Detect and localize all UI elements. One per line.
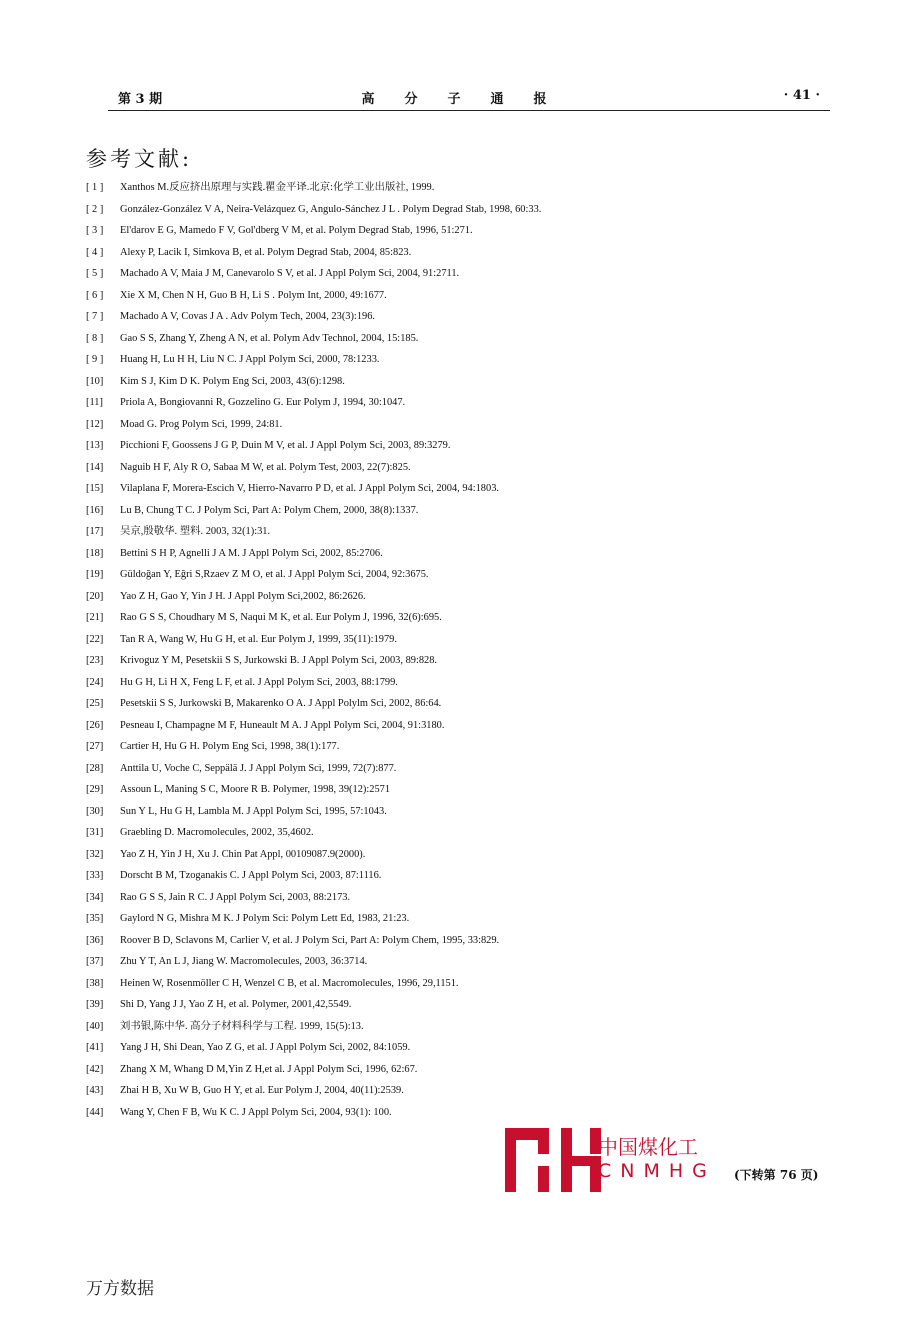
issue-number: 第 3 期	[118, 92, 163, 107]
reference-number: [ 8 ]	[86, 332, 104, 344]
reference-number: [ 9 ]	[86, 354, 104, 365]
reference-text: Roover B D, Sclavons M, Carlier V, et al. J Polym Sci, Part A: Polym Chem, 1995, 33:829.	[120, 934, 500, 946]
reference-item	[86, 1020, 826, 1042]
reference-text: Machado A V, Maia J M, Canevarolo S V, et al. J Appl Polym Sci, 2004, 91:2711.	[120, 268, 460, 279]
reference-item	[86, 783, 826, 805]
reference-item	[86, 1041, 826, 1063]
reference-text: Pesetskii S S, Jurkowski B, Makarenko O A. J Appl Polylm Sci, 2002, 86:64.	[120, 698, 442, 709]
reference-item	[86, 224, 826, 246]
reference-text: Naguib H F, Aly R O, Sabaa M W, et al. Polym Test, 2003, 22(7):825.	[120, 461, 411, 473]
reference-text: Yang J H, Shi Dean, Yao Z G, et al. J Appl Polym Sci, 2002, 84:1059.	[120, 1042, 411, 1053]
reference-item	[86, 590, 826, 612]
reference-list	[86, 181, 826, 1127]
reference-item	[86, 525, 826, 547]
reference-item	[86, 826, 826, 848]
reference-number: [28]	[86, 762, 104, 774]
reference-item	[86, 869, 826, 891]
reference-item	[86, 310, 826, 332]
reference-item	[86, 289, 826, 311]
reference-text: Moad G. Prog Polym Sci, 1999, 24:81.	[120, 418, 283, 430]
reference-number: [26]	[86, 719, 104, 731]
reference-number: [10]	[86, 375, 104, 387]
reference-number: [22]	[86, 633, 104, 645]
reference-number: [30]	[86, 805, 104, 817]
reference-text: Xie X M, Chen N H, Guo B H, Li S . Polym Int, 2000, 49:1677.	[120, 289, 387, 301]
watermark-text: 万方数据	[86, 1279, 154, 1299]
reference-text: Bettini S H P, Agnelli J A M. J Appl Polym Sci, 2002, 85:2706.	[120, 547, 383, 559]
reference-item	[86, 848, 826, 870]
reference-number: [ 7 ]	[86, 311, 104, 322]
reference-item	[86, 246, 826, 268]
reference-text: Cartier H, Hu G H. Polym Eng Sci, 1998, 38(1):177.	[120, 741, 340, 752]
reference-text: 刘书银,陈中华. 高分子材料科学与工程. 1999, 15(5):13.	[120, 1020, 364, 1032]
reference-number: [21]	[86, 612, 104, 623]
reference-text: Dorscht B M, Tzoganakis C. J Appl Polym Sci, 2003, 87:1116.	[120, 870, 382, 881]
reference-number: [25]	[86, 698, 104, 709]
reference-item	[86, 654, 826, 676]
reference-text: Sun Y L, Hu G H, Lambla M. J Appl Polym Sci, 1995, 57:1043.	[120, 805, 387, 817]
reference-number: [32]	[86, 848, 104, 860]
reference-item	[86, 697, 826, 719]
reference-item	[86, 439, 826, 461]
reference-text: Shi D, Yang J J, Yao Z H, et al. Polymer, 2001,42,5549.	[120, 999, 352, 1010]
reference-number: [ 3 ]	[86, 225, 104, 236]
reference-text: Pesneau I, Champagne M F, Huneault M A. J Appl Polym Sci, 2004, 91:3180.	[120, 719, 445, 731]
reference-number: [11]	[86, 397, 103, 408]
reference-text: Xanthos M.反应挤出原理与实践.瞿金平译.北京:化学工业出版社, 1999.	[120, 182, 435, 193]
reference-text: Zhang X M, Whang D M,Yin Z H,et al. J Appl Polym Sci, 1996, 62:67.	[120, 1063, 418, 1075]
reference-text: Vilaplana F, Morera-Escich V, Hierro-Navarro P D, et al. J Appl Polym Sci, 2004, 94:1803.	[120, 483, 499, 494]
reference-item	[86, 611, 826, 633]
reference-text: Zhu Y T, An L J, Jiang W. Macromolecules, 2003, 36:3714.	[120, 956, 368, 967]
running-header	[108, 86, 830, 108]
reference-text: González-González V A, Neira-Velázquez G, Angulo-Sánchez J L . Polym Degrad Stab, 1998, 60:33.	[120, 203, 542, 215]
reference-number: [33]	[86, 870, 104, 881]
reference-text: Priola A, Bongiovanni R, Gozzelino G. Eur Polym J, 1994, 30:1047.	[120, 397, 406, 408]
reference-text: Alexy P, Lacik I, Simkova B, et al. Polym Degrad Stab, 2004, 85:823.	[120, 246, 412, 258]
reference-text: Güldoğan Y, Eğri S,Rzaev Z M O, et al. J Appl Polym Sci, 2004, 92:3675.	[120, 569, 429, 580]
reference-text: Picchioni F, Goossens J G P, Duin M V, et al. J Appl Polym Sci, 2003, 89:3279.	[120, 440, 451, 451]
reference-number: [29]	[86, 784, 104, 795]
reference-number: [39]	[86, 999, 104, 1010]
reference-number: [20]	[86, 590, 104, 602]
reference-item	[86, 955, 826, 977]
reference-item	[86, 461, 826, 483]
reference-item	[86, 482, 826, 504]
reference-text: Gao S S, Zhang Y, Zheng A N, et al. Polym Adv Technol, 2004, 15:185.	[120, 332, 419, 344]
reference-item	[86, 633, 826, 655]
reference-item	[86, 740, 826, 762]
reference-number: [12]	[86, 418, 104, 430]
reference-number: [41]	[86, 1042, 104, 1053]
reference-text: Graebling D. Macromolecules, 2002, 35,4602.	[120, 827, 314, 838]
reference-number: [31]	[86, 827, 104, 838]
reference-number: [16]	[86, 504, 104, 516]
reference-item	[86, 912, 826, 934]
reference-item	[86, 719, 826, 741]
logo-english-text: CNMHG	[598, 1160, 716, 1182]
reference-item	[86, 181, 826, 203]
reference-item	[86, 353, 826, 375]
reference-number: [14]	[86, 461, 104, 473]
reference-number: [17]	[86, 526, 104, 537]
reference-number: [15]	[86, 483, 104, 494]
reference-number: [23]	[86, 655, 104, 666]
journal-name: 高分子通报	[361, 92, 577, 107]
reference-number: [27]	[86, 741, 104, 752]
reference-text: Hu G H, Li H X, Feng L F, et al. J Appl Polym Sci, 2003, 88:1799.	[120, 676, 398, 688]
reference-number: [35]	[86, 913, 104, 924]
reference-item	[86, 977, 826, 999]
reference-text: Zhai H B, Xu W B, Guo H Y, et al. Eur Polym J, 2004, 40(11):2539.	[120, 1085, 404, 1096]
reference-text: 吴京,殷敬华. 塑料. 2003, 32(1):31.	[120, 526, 271, 537]
reference-number: [42]	[86, 1063, 104, 1075]
reference-text: Rao G S S, Choudhary M S, Naqui M K, et al. Eur Polym J, 1996, 32(6):695.	[120, 612, 442, 623]
reference-number: [13]	[86, 440, 104, 451]
reference-item	[86, 203, 826, 225]
reference-text: Gaylord N G, Mishra M K. J Polym Sci: Polym Lett Ed, 1983, 21:23.	[120, 913, 410, 924]
header-rule	[108, 110, 830, 111]
reference-item	[86, 1084, 826, 1106]
reference-number: [ 4 ]	[86, 246, 104, 258]
reference-number: [19]	[86, 569, 104, 580]
reference-item	[86, 805, 826, 827]
reference-item	[86, 934, 826, 956]
reference-item	[86, 547, 826, 569]
reference-item	[86, 998, 826, 1020]
reference-number: [18]	[86, 547, 104, 559]
reference-item	[86, 891, 826, 913]
reference-number: [43]	[86, 1085, 104, 1096]
reference-text: Krivoguz Y M, Pesetskii S S, Jurkowski B. J Appl Polym Sci, 2003, 89:828.	[120, 655, 438, 666]
reference-item	[86, 332, 826, 354]
logo-chinese-text: 中国煤化工	[598, 1135, 698, 1159]
reference-text: El'darov E G, Mamedo F V, Gol'dberg V M, et al. Polym Degrad Stab, 1996, 51:271.	[120, 225, 473, 236]
reference-text: Lu B, Chung T C. J Polym Sci, Part A: Polym Chem, 2000, 38(8):1337.	[120, 504, 419, 516]
continued-note: (下转第 76 页)	[734, 1168, 819, 1182]
reference-text: Heinen W, Rosenmöller C H, Wenzel C B, et al. Macromolecules, 1996, 29,1151.	[120, 977, 459, 989]
reference-number: [44]	[86, 1106, 104, 1118]
reference-item	[86, 1063, 826, 1085]
page-number: · 41 ·	[783, 88, 820, 103]
reference-item	[86, 267, 826, 289]
reference-number: [38]	[86, 977, 104, 989]
reference-text: Yao Z H, Gao Y, Yin J H. J Appl Polym Sci,2002, 86:2626.	[120, 590, 366, 602]
reference-item	[86, 418, 826, 440]
reference-text: Tan R A, Wang W, Hu G H, et al. Eur Polym J, 1999, 35(11):1979.	[120, 633, 397, 645]
reference-number: [ 2 ]	[86, 203, 104, 215]
reference-item	[86, 762, 826, 784]
reference-item	[86, 676, 826, 698]
reference-item	[86, 568, 826, 590]
reference-item	[86, 504, 826, 526]
reference-item	[86, 375, 826, 397]
section-title: 参考文献:	[86, 147, 193, 171]
reference-number: [ 5 ]	[86, 268, 104, 279]
reference-number: [37]	[86, 956, 104, 967]
reference-text: Anttila U, Voche C, Seppälä J. J Appl Polym Sci, 1999, 72(7):877.	[120, 762, 397, 774]
reference-number: [ 6 ]	[86, 289, 104, 301]
reference-number: [24]	[86, 676, 104, 688]
reference-text: Huang H, Lu H H, Liu N C. J Appl Polym Sci, 2000, 78:1233.	[120, 354, 380, 365]
reference-text: Rao G S S, Jain R C. J Appl Polym Sci, 2003, 88:2173.	[120, 891, 351, 903]
reference-number: [ 1 ]	[86, 182, 104, 193]
reference-text: Machado A V, Covas J A . Adv Polym Tech, 2004, 23(3):196.	[120, 311, 376, 322]
reference-number: [40]	[86, 1020, 104, 1032]
reference-text: Yao Z H, Yin J H, Xu J. Chin Pat Appl, 00109087.9(2000).	[120, 848, 366, 860]
reference-number: [36]	[86, 934, 104, 946]
reference-text: Assoun L, Maning S C, Moore R B. Polymer, 1998, 39(12):2571	[120, 784, 391, 795]
reference-item	[86, 1106, 826, 1128]
reference-text: Wang Y, Chen F B, Wu K C. J Appl Polym Sci, 2004, 93(1): 100.	[120, 1106, 392, 1118]
reference-item	[86, 396, 826, 418]
reference-number: [34]	[86, 891, 104, 903]
reference-text: Kim S J, Kim D K. Polym Eng Sci, 2003, 43(6):1298.	[120, 375, 345, 387]
